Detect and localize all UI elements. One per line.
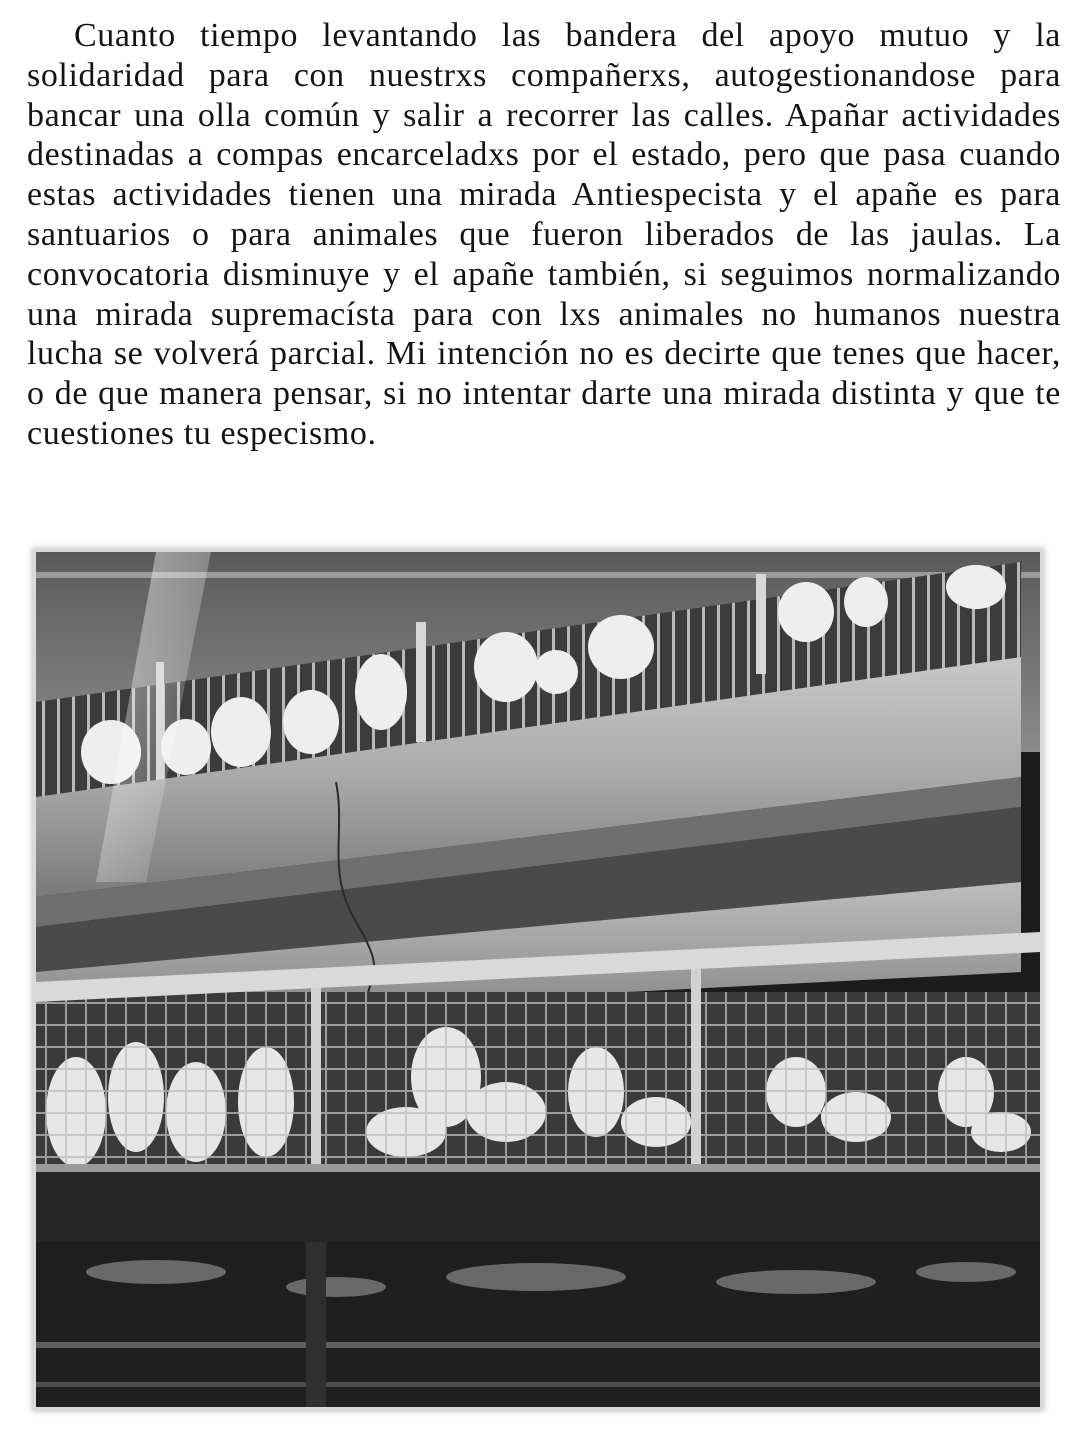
- lower-feeder: [36, 1167, 1040, 1242]
- photo-illustration: [36, 552, 1040, 1407]
- article-paragraph: Cuanto tiempo levantando las bandera del apoyo mutuo y la solidaridad para con nuestrxs compañerxs, autogestionandose para bancar una olla común y salir a recorrer las calles. Apañar actividades destinadas a compas encarceladxs por el estado, pero que pasa cuando estas actividades tienen una mirada Antiespecista y el apañe es para santuarios o para animales que fueron liberados de las jaulas. La convocatoria disminuye y el apañe también, si seguimos normalizando una mirada supremacísta para con lxs animales no humanos nuestra lucha se volverá parcial. Mi intención no es decirte que tenes que hacer, o de que manera pensar, si no intentar darte una mirada distinta y que te cuestiones tu especismo.: [27, 17, 1061, 452]
- caged-hens-photo: [36, 552, 1040, 1407]
